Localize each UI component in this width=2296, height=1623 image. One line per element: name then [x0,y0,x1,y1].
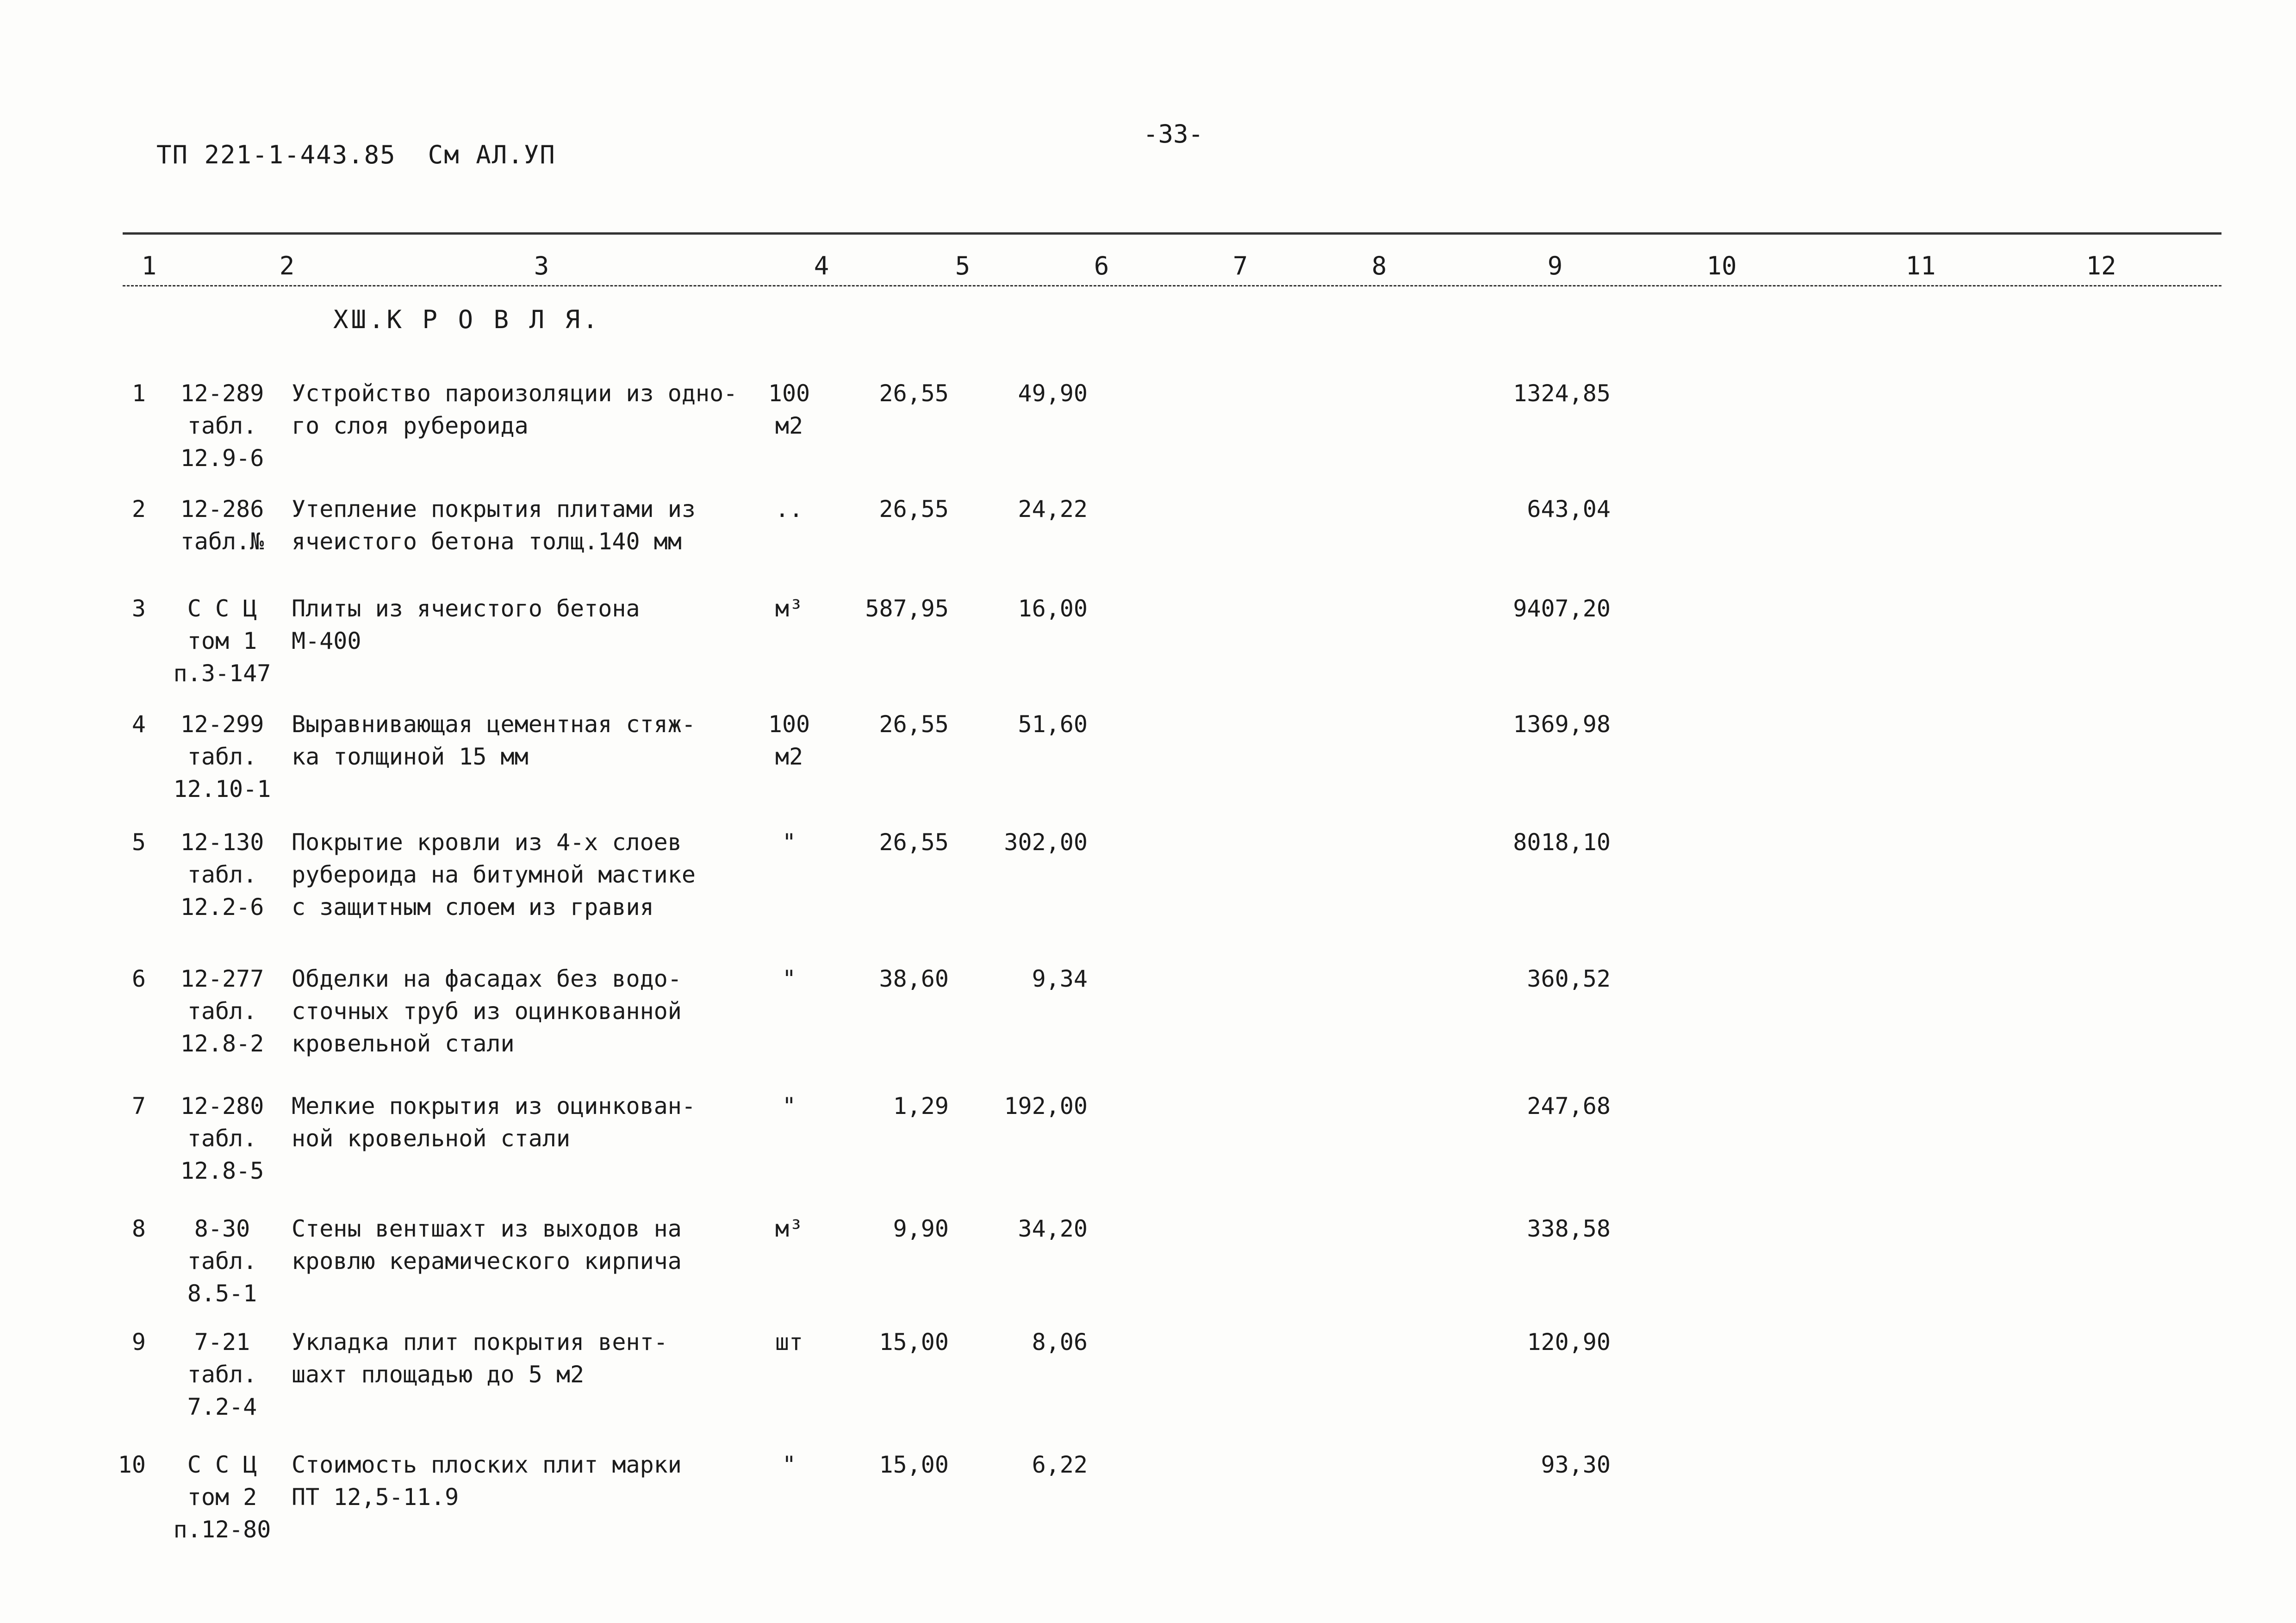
table-row [0,826,2296,946]
row-code: 7-21 табл. 7.2-4 [187,1329,257,1420]
row-code: 12-289 табл. 12.9-6 [180,380,264,472]
row-total: 338,58 [1527,1215,1611,1242]
row-name: Устройство пароизоляции из одно- го слоя рубероида [292,380,738,439]
row-code: 12-286 табл.№ [180,496,264,555]
row-unit: 100 м2 [768,380,810,439]
row-name: Выравнивающая цементная стяж- ка толщиной 15 мм [292,711,696,770]
row-price: 49,90 [1018,380,1088,407]
row-price: 6,22 [1032,1451,1088,1478]
row-quantity: 38,60 [879,965,949,992]
row-unit: " [782,1093,796,1119]
row-price: 192,00 [1004,1093,1088,1119]
row-quantity: 15,00 [879,1329,949,1356]
row-unit: " [782,829,796,856]
row-code: 12-130 табл. 12.2-6 [180,829,264,920]
row-name: Обделки на фасадах без водо- сточных труб из оцинкованной кровельной стали [292,965,682,1057]
column-number-3: 3 [534,251,549,280]
row-unit: " [782,1451,796,1478]
column-number-9: 9 [1547,251,1563,280]
row-quantity: 26,55 [879,829,949,856]
row-number: 6 [131,965,146,992]
row-quantity: 26,55 [879,380,949,407]
page-number: -33- [1143,119,1204,149]
row-code: 12-299 табл. 12.10-1 [173,711,271,802]
column-number-1: 1 [141,251,157,280]
row-total: 360,52 [1527,965,1611,992]
column-number-2: 2 [279,251,295,280]
row-code: 8-30 табл. 8.5-1 [187,1215,257,1307]
table-top-rule [123,232,2221,235]
row-unit: м³ [775,595,803,622]
row-name: Укладка плит покрытия вент- шахт площадью до 5 м2 [292,1329,668,1388]
row-name: Стены вентшахт из выходов на кровлю керамического кирпича [292,1215,682,1275]
column-number-5: 5 [955,251,971,280]
row-total: 247,68 [1527,1093,1611,1119]
table-row [0,708,2296,828]
row-price: 16,00 [1018,595,1088,622]
row-name: Стоимость плоских плит марки ПТ 12,5-11.9 [292,1451,682,1511]
section-title: XШ.К Р О В Л Я. [333,305,601,334]
row-number: 7 [131,1093,146,1119]
row-quantity: 9,90 [893,1215,949,1242]
document-code: ТП 221-1-443.85 См АЛ.УП [156,140,556,169]
row-number: 8 [131,1215,146,1242]
row-number: 9 [131,1329,146,1356]
row-quantity: 26,55 [879,496,949,522]
row-quantity: 26,55 [879,711,949,738]
row-unit: м³ [775,1215,803,1242]
row-name: Мелкие покрытия из оцинкован- ной кровельной стали [292,1093,696,1152]
row-quantity: 1,29 [893,1093,949,1119]
row-unit: 100 м2 [768,711,810,770]
row-unit: шт [775,1329,803,1356]
column-number-6: 6 [1094,251,1109,280]
row-price: 302,00 [1004,829,1088,856]
row-quantity: 587,95 [865,595,949,622]
column-number-10: 10 [1706,251,1737,280]
row-name: Покрытие кровли из 4-х слоев рубероида на битумной мастике с защитным слоем из гравия [292,829,696,920]
row-number: 10 [118,1451,146,1478]
row-total: 643,04 [1527,496,1611,522]
row-total: 9407,20 [1513,595,1611,622]
row-price: 34,20 [1018,1215,1088,1242]
row-price: 24,22 [1018,496,1088,522]
table-row [0,377,2296,497]
table-row [0,963,2296,1083]
column-number-7: 7 [1232,251,1248,280]
row-number: 5 [131,829,146,856]
row-number: 4 [131,711,146,738]
row-code: С С Ц том 1 п.3-147 [173,595,271,687]
column-number-11: 11 [1905,251,1936,280]
row-code: С С Ц том 2 п.12-80 [173,1451,271,1543]
table-row [0,1213,2296,1333]
column-number-8: 8 [1371,251,1387,280]
row-code: 12-277 табл. 12.8-2 [180,965,264,1057]
column-number-12: 12 [2086,251,2116,280]
row-number: 2 [131,496,146,522]
row-total: 120,90 [1527,1329,1611,1356]
row-total: 8018,10 [1513,829,1611,856]
row-number: 3 [131,595,146,622]
row-name: Утепление покрытия плитами из ячеистого бетона толщ.140 мм [292,496,696,555]
table-row [0,1449,2296,1569]
table-row [0,1326,2296,1446]
row-price: 51,60 [1018,711,1088,738]
table-row [0,1090,2296,1210]
row-number: 1 [131,380,146,407]
row-unit: .. [775,496,803,522]
table-row [0,592,2296,713]
row-total: 1324,85 [1513,380,1611,407]
row-total: 1369,98 [1513,711,1611,738]
column-number-4: 4 [814,251,829,280]
row-name: Плиты из ячеистого бетона М-400 [292,595,640,654]
row-price: 9,34 [1032,965,1088,992]
row-price: 8,06 [1032,1329,1088,1356]
row-code: 12-280 табл. 12.8-5 [180,1093,264,1184]
row-unit: " [782,965,796,992]
table-header-rule [123,285,2221,286]
row-quantity: 15,00 [879,1451,949,1478]
row-total: 93,30 [1541,1451,1611,1478]
